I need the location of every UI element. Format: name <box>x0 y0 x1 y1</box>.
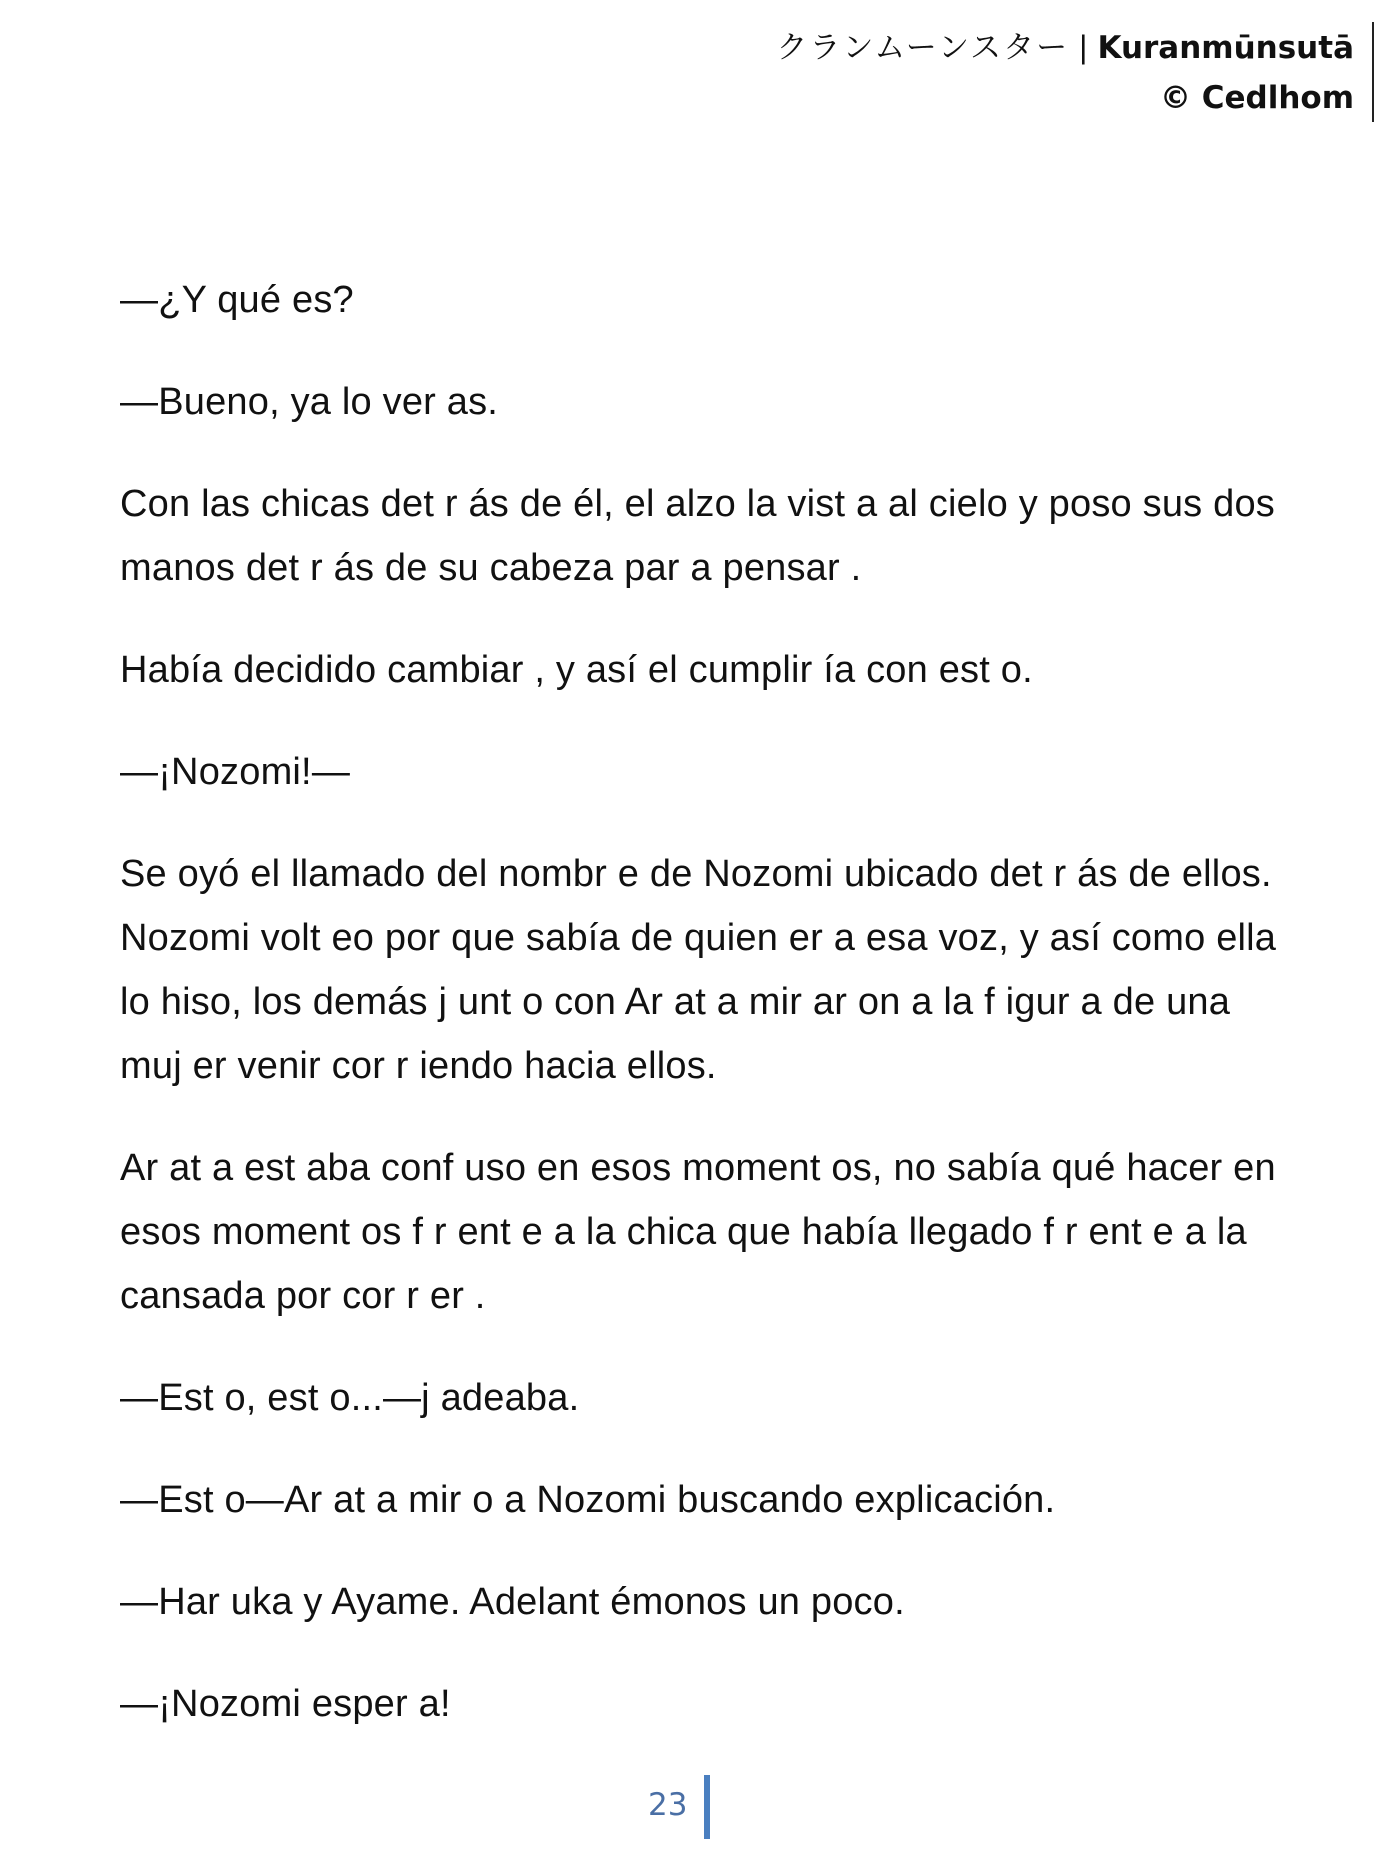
copyright-text: © Cedlhom <box>1159 80 1354 116</box>
page-body <box>120 268 1300 1774</box>
page-number-accent-bar <box>704 1775 710 1839</box>
paragraph: —Har uka y Ayame. Adelant émonos un poco. <box>120 1581 905 1623</box>
paragraph: —Bueno, ya lo ver as. <box>120 381 499 423</box>
page-header <box>776 22 1374 122</box>
paragraph: Había decidido cambiar , y así el cumplir ía con est o. <box>120 649 1033 691</box>
title-japanese: クランムーンスター <box>776 30 1070 66</box>
paragraph: —¡Nozomi!— <box>120 751 351 793</box>
paragraph: —¡Nozomi esper a! <box>120 1683 451 1725</box>
title-separator: | <box>1079 29 1088 65</box>
title-romaji: Kuranmūnsutā <box>1097 30 1354 66</box>
header-title-line <box>776 22 1354 73</box>
paragraph: —¿Y qué es? <box>120 279 354 321</box>
paragraph: —Est o—Ar at a mir o a Nozomi buscando explicación. <box>120 1479 1056 1521</box>
paragraph: —Est o, est o...—j adeaba. <box>120 1377 580 1419</box>
paragraph: Se oyó el llamado del nombr e de Nozomi ubicado det r ás de ellos. Nozomi volt eo por que sabía de quien er a esa voz, y así como ella lo hiso, los demás j unt o con Ar at a mir ar on a la f igur a de una muj er venir cor r iendo hacia ellos. <box>120 853 1277 1087</box>
paragraph: Con las chicas det r ás de él, el alzo la vist a al cielo y poso sus dos manos det r ás de su cabeza par a pensar . <box>120 483 1275 589</box>
paragraph: Ar at a est aba conf uso en esos moment os, no sabía qué hacer en esos moment os f r ent e a la chica que había llegado f r ent e a la cansada por cor r er . <box>120 1147 1276 1317</box>
page-number: 23 <box>648 1787 688 1823</box>
page-footer <box>0 1775 1400 1845</box>
